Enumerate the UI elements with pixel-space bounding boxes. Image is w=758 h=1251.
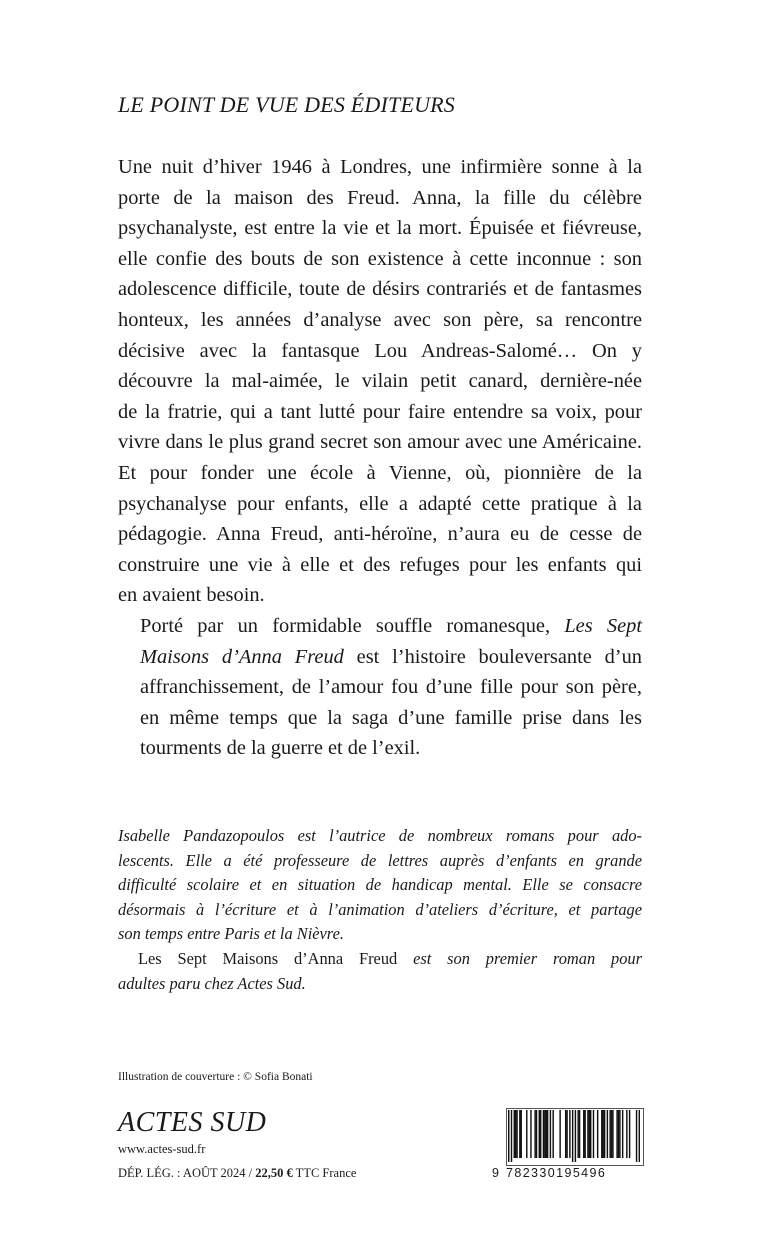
barcode-bar xyxy=(636,1110,637,1162)
author-bio xyxy=(118,824,642,996)
barcode-bar xyxy=(516,1110,517,1158)
barcode-bars xyxy=(508,1110,640,1162)
barcode-bar xyxy=(536,1110,537,1158)
barcode-bar xyxy=(559,1110,560,1158)
barcode-digits: 9 782330195496 xyxy=(492,1166,607,1180)
barcode-bar xyxy=(616,1110,617,1158)
barcode-bar xyxy=(547,1110,548,1158)
barcode-bar xyxy=(590,1110,591,1158)
publisher-logo: ACTES SUD xyxy=(118,1107,267,1138)
blurb-p1-line-14: construire une vie à elle et des refuges pour les enfants qui xyxy=(118,553,642,576)
blurb xyxy=(118,152,642,764)
barcode-bar xyxy=(619,1110,620,1158)
barcode-bar xyxy=(526,1110,527,1158)
barcode-bar xyxy=(550,1110,551,1158)
barcode-bar xyxy=(565,1110,566,1158)
bio-line-1: Isabelle Pandazopoulos est l’autrice de nombreux romans pour ado- xyxy=(118,826,642,845)
blurb-p1-line-15: en avaient besoin. xyxy=(118,584,265,607)
barcode-bar xyxy=(639,1110,640,1162)
blurb-p2-line-3: affranchissement, de l’amour fou d’une fille pour son père, xyxy=(140,676,642,699)
barcode-bar xyxy=(519,1110,520,1158)
blurb-p2-line-2: Maisons d’Anna Freud est l’histoire bouleversante d’un xyxy=(140,645,642,668)
publisher-website: www.actes-sud.fr xyxy=(118,1142,206,1156)
barcode-bar xyxy=(583,1110,584,1158)
blurb-p1-line-4: elle confie des bouts de son existence à cette inconnue : son xyxy=(118,247,642,270)
blurb-p1-line-6: honteux, les années d’analyse avec son père, sa rencontre xyxy=(118,308,642,331)
barcode-bar xyxy=(611,1110,612,1158)
price: 22,50 € xyxy=(255,1166,293,1180)
cover-credit: Illustration de couverture : © Sofia Bonati xyxy=(118,1071,313,1083)
barcode-bar xyxy=(577,1110,578,1158)
barcode-bar xyxy=(515,1110,516,1158)
barcode-bar xyxy=(609,1110,610,1158)
barcode-bar xyxy=(544,1110,545,1158)
blurb-p2-line-5: tourments de la guerre et de l’exil. xyxy=(140,737,421,760)
barcode-bar xyxy=(607,1110,608,1158)
barcode-bar xyxy=(612,1110,613,1158)
bio-line-2: lescents. Elle a été professeure de lettres auprès d’enfants en grande xyxy=(118,850,642,870)
barcode-bar xyxy=(552,1110,553,1158)
barcode-bar xyxy=(626,1110,627,1158)
bio-note-line-2: adultes paru chez Actes Sud. xyxy=(118,973,306,993)
book-title: Les Sept Maisons d’Anna Freud xyxy=(138,948,398,968)
barcode-bar xyxy=(569,1110,570,1158)
barcode-bar xyxy=(539,1110,540,1158)
barcode-bar xyxy=(602,1110,603,1158)
section-heading: LE POINT DE VUE DES ÉDITEURS xyxy=(118,92,456,117)
barcode-bar xyxy=(593,1110,594,1158)
bio-line-4: désormais à l’écriture et à l’animation d’ateliers d’écriture, et partage xyxy=(118,899,642,919)
blurb-p1-line-9: de la fratrie, qui a tant lutté pour faire entendre sa voix, pour xyxy=(118,400,642,423)
bio-line-5: son temps entre Paris et la Nièvre. xyxy=(118,924,344,944)
isbn-barcode xyxy=(492,1108,644,1180)
blurb-paragraph-1 xyxy=(118,152,642,611)
barcode-bar xyxy=(604,1110,605,1158)
blurb-p1-line-8: découvre la mal-aimée, le vilain petit canard, dernière-née xyxy=(118,370,642,393)
legal-deposit: DÉP. LÉG. : AOÛT 2024 / 22,50 € TTC France xyxy=(118,1166,357,1180)
barcode-bar xyxy=(534,1110,535,1158)
barcode-bar xyxy=(584,1110,585,1158)
blurb-p1-line-5: adolescence difficile, toute de désirs contrariés et de fantasmes xyxy=(118,278,642,301)
blurb-paragraph-2 xyxy=(118,611,642,764)
barcode-bar xyxy=(508,1110,509,1162)
barcode-bar xyxy=(511,1110,512,1162)
blurb-p1-line-1: Une nuit d’hiver 1946 à Londres, une infirmière sonne à la xyxy=(118,156,642,178)
blurb-p2-line-1: Porté par un formidable souffle romanesque, Les Sept xyxy=(140,614,642,637)
barcode-bar xyxy=(572,1110,573,1162)
barcode-bar xyxy=(622,1110,623,1158)
barcode-bar xyxy=(546,1110,547,1158)
barcode-bar xyxy=(514,1110,515,1158)
barcode-bar xyxy=(587,1110,588,1158)
bio-note-line-1: Les Sept Maisons d’Anna Freud est son premier roman pour xyxy=(138,948,642,968)
barcode-bar xyxy=(530,1110,531,1158)
barcode-bar xyxy=(579,1110,580,1158)
barcode-bar xyxy=(566,1110,567,1158)
blurb-p1-line-11: Et pour fonder une école à Vienne, où, pionnière de la xyxy=(118,461,642,484)
blurb-p1-line-13: pédagogie. Anna Freud, anti-héroïne, n’aura eu de cesse de xyxy=(118,523,642,546)
barcode-bar xyxy=(575,1110,576,1162)
blurb-p1-line-3: psychanalyste, est entre la vie et la mort. Épuisée et fiévreuse, xyxy=(118,217,642,240)
barcode-bar xyxy=(597,1110,598,1158)
barcode-bar xyxy=(618,1110,619,1158)
barcode-bar xyxy=(540,1110,541,1158)
blurb-p1-line-2: porte de la maison des Freud. Anna, la fille du célèbre xyxy=(118,186,642,209)
barcode-bar xyxy=(601,1110,602,1158)
blurb-p2-line-4: en même temps que la saga d’une famille prise dans les xyxy=(140,706,642,729)
blurb-p1-line-12: psychanalyse pour enfants, elle a adapté cette pratique à la xyxy=(118,492,642,515)
barcode-bar xyxy=(589,1110,590,1158)
blurb-p1-line-7: décisive avec la fantasque Lou Andreas-Salomé… On y xyxy=(118,339,642,362)
author-bio-paragraph xyxy=(118,824,642,947)
barcode-bar xyxy=(629,1110,630,1158)
blurb-p1-line-10: vivre dans le plus grand secret son amour avec une Américaine. xyxy=(118,431,642,454)
barcode-bar xyxy=(521,1110,522,1158)
bio-line-3: difficulté scolaire et en situation de handicap mental. Elle se consacre xyxy=(118,875,642,895)
barcode-bar xyxy=(543,1110,544,1158)
author-bio-note xyxy=(118,947,642,996)
